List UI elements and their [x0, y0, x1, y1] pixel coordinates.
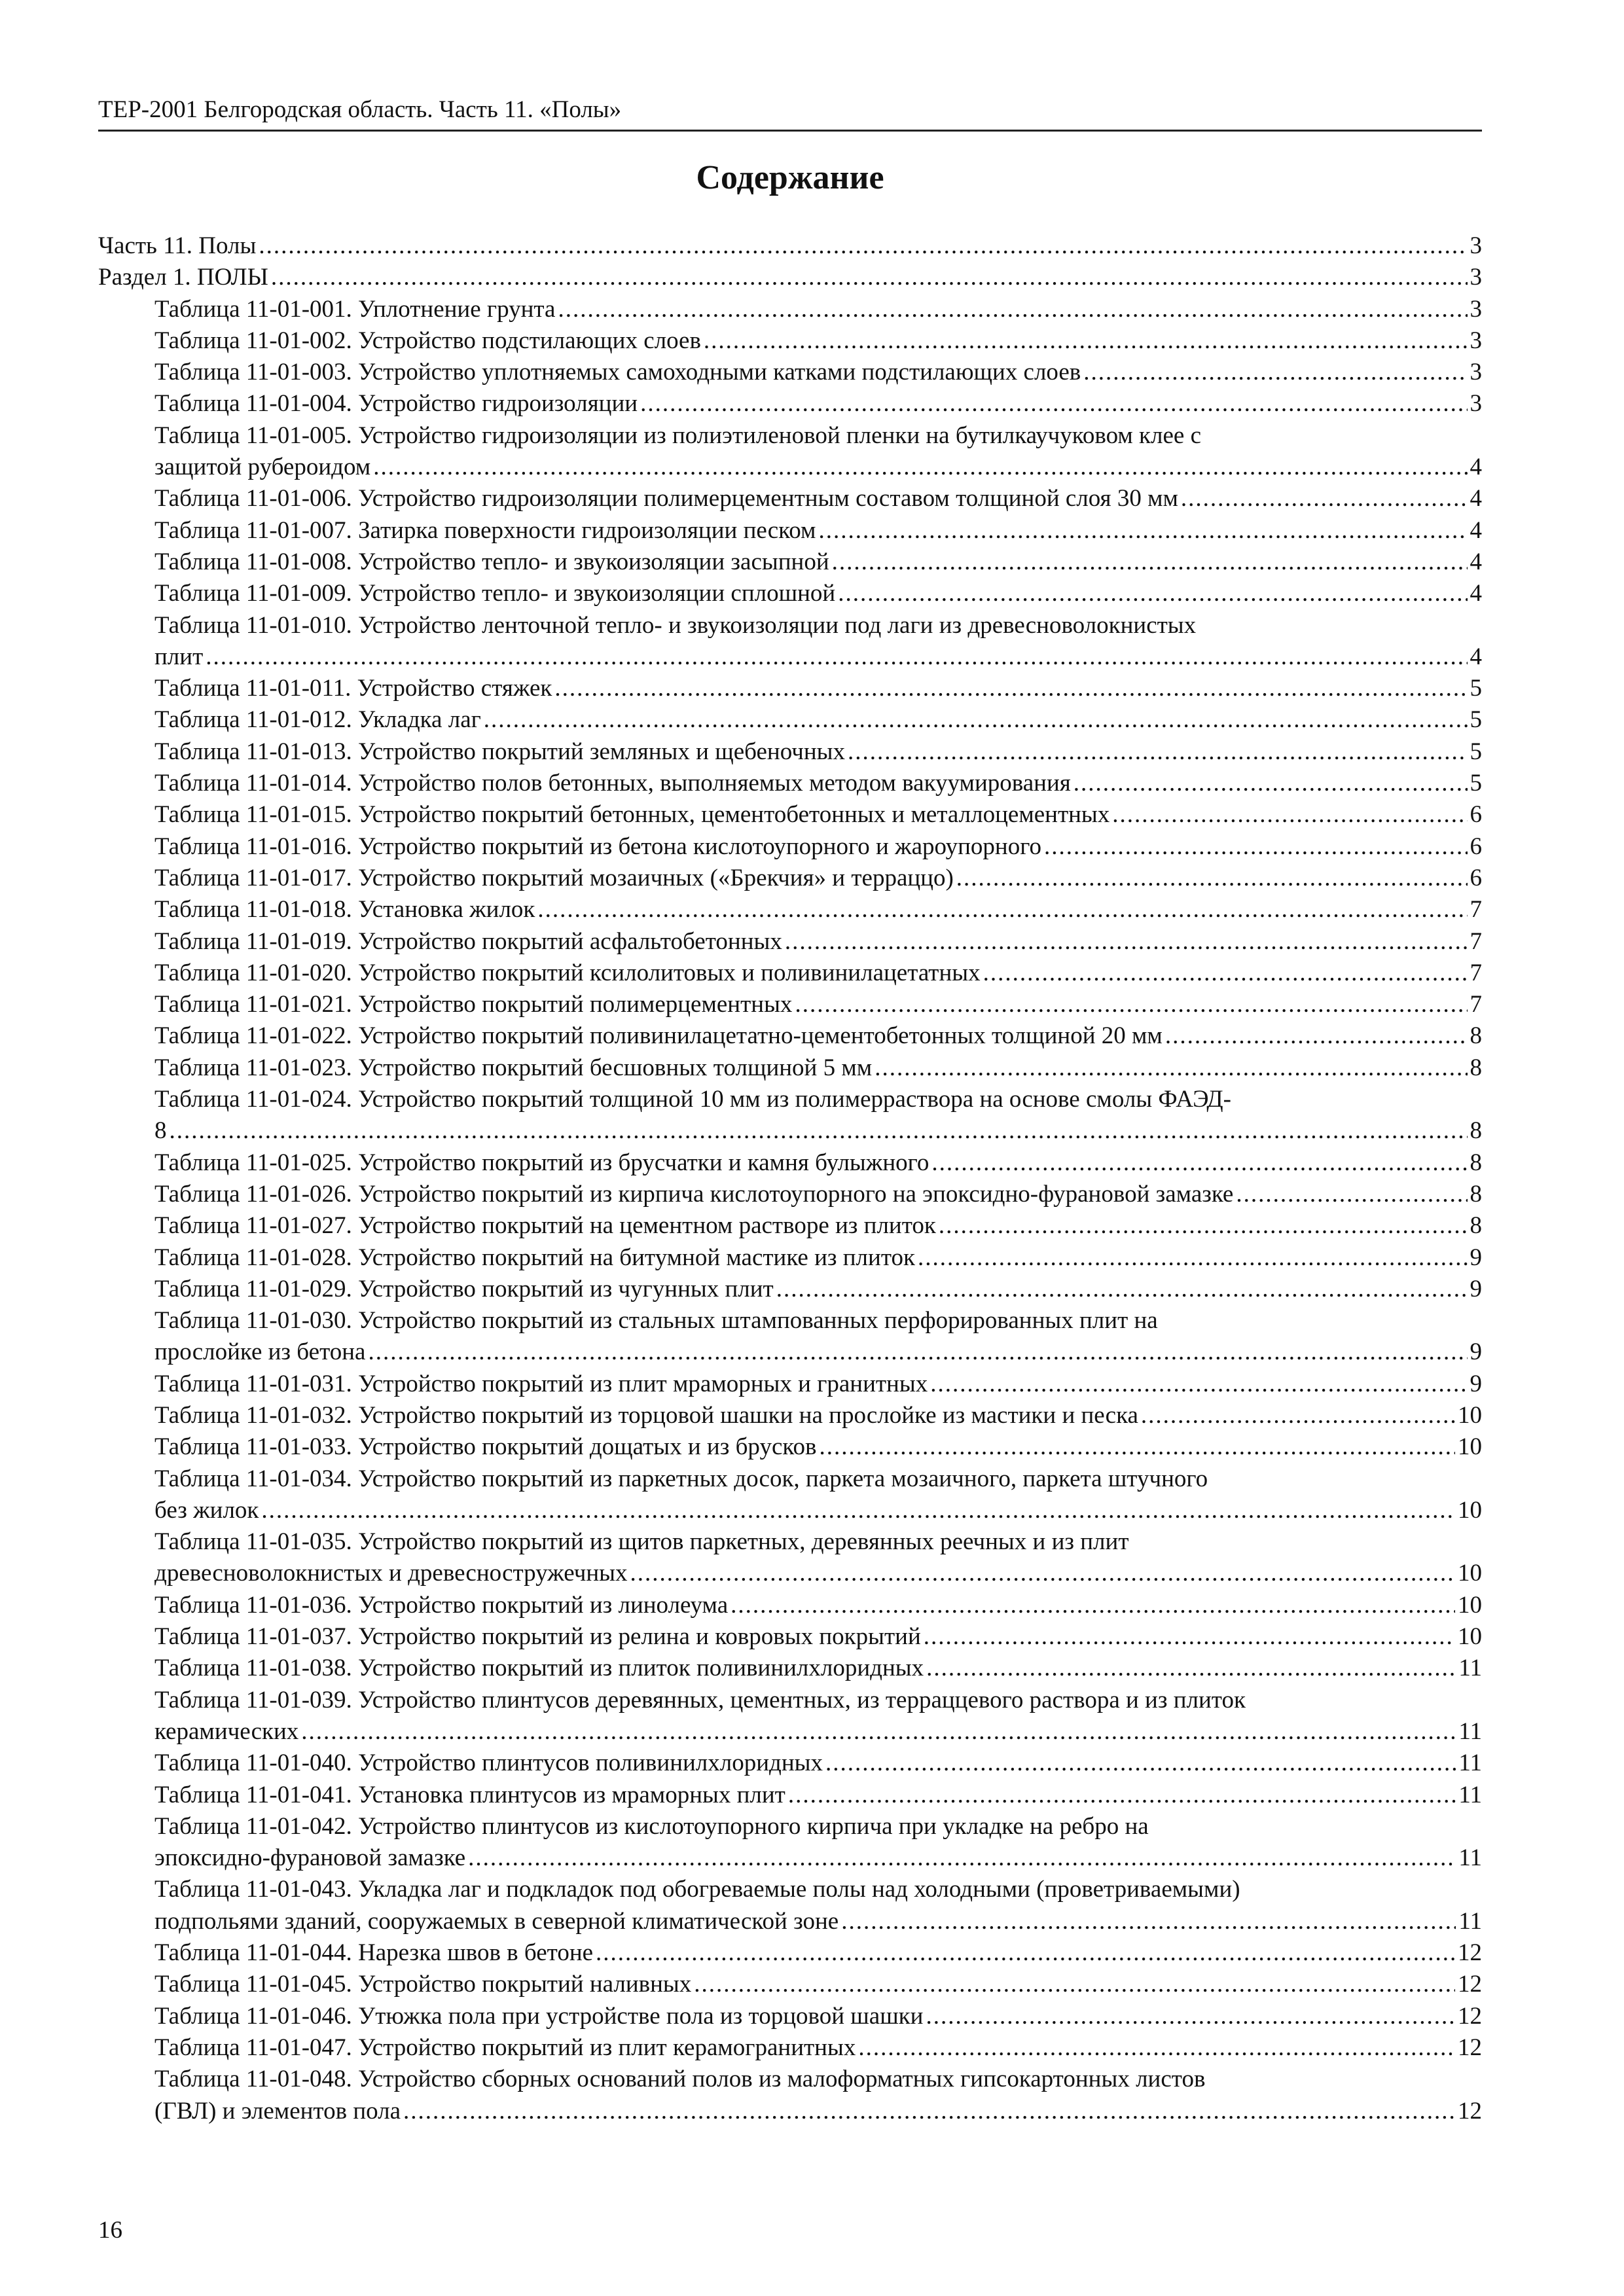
dot-leader — [1044, 831, 1468, 863]
toc-page-number: 4 — [1470, 643, 1482, 670]
dot-leader — [1141, 1400, 1455, 1431]
toc-page-number: 5 — [1470, 738, 1482, 765]
toc-entry[interactable] — [98, 1969, 1482, 2000]
toc-entry[interactable] — [98, 515, 1482, 547]
toc-entry-title: Таблица 11-01-003. Устройство уплотняемых самоходными катками подстилающих слоев — [154, 359, 1081, 386]
toc-page-number: 11 — [1458, 1781, 1482, 1808]
toc-entry[interactable] — [98, 420, 1482, 484]
toc-entry[interactable] — [98, 325, 1482, 357]
header-divider — [98, 130, 1482, 132]
toc-page-number: 3 — [1470, 390, 1482, 418]
toc-entry-title: Таблица 11-01-008. Устройство тепло- и звукоизоляции засыпной — [154, 548, 829, 575]
toc-entry-title: керамических — [154, 1717, 299, 1745]
toc-entry-title: Таблица 11-01-021. Устройство покрытий полимерцементных — [154, 991, 793, 1018]
dot-leader — [956, 863, 1468, 894]
dot-leader — [848, 736, 1467, 768]
dot-leader — [931, 1147, 1467, 1179]
toc-entry[interactable] — [98, 673, 1482, 704]
dot-leader — [596, 1937, 1455, 1969]
toc-entry[interactable] — [98, 1937, 1482, 1969]
toc-page-number: 8 — [1470, 1212, 1482, 1240]
toc-entry[interactable] — [98, 1431, 1482, 1463]
dot-leader — [983, 958, 1468, 989]
toc-entry-title: Таблица 11-01-014. Устройство полов бетонных, выполняемых методом вакуумирования — [154, 770, 1071, 797]
toc-entry-title: Таблица 11-01-007. Затирка поверхности гидроизоляции песком — [154, 516, 816, 544]
toc-entry-title: Таблица 11-01-012. Укладка лаг — [154, 706, 481, 734]
toc-entry-title: Таблица 11-01-037. Устройство покрытий из релина и ковровых покрытий — [154, 1623, 921, 1651]
toc-entry[interactable] — [98, 357, 1482, 388]
toc-entry[interactable] — [98, 2032, 1482, 2064]
toc-entry-title: (ГВЛ) и элементов пола — [154, 2097, 401, 2125]
dot-leader — [924, 1621, 1455, 1653]
dot-leader — [776, 1274, 1468, 1305]
toc-entry-title: Таблица 11-01-022. Устройство покрытий поливинилацетатно-цементобетонных толщиной 20 мм — [154, 1022, 1163, 1050]
dot-leader — [788, 1780, 1456, 1811]
toc-entry-title: Раздел 1. ПОЛЫ — [98, 264, 268, 291]
toc-entry[interactable] — [98, 1305, 1482, 1369]
toc-entry[interactable] — [98, 1179, 1482, 1210]
toc-entry-title: Таблица 11-01-043. Укладка лаг и подкладок под обогреваемые полы над холодными (проветриваемыми) — [154, 1876, 1240, 1903]
toc-entry-title: Таблица 11-01-047. Устройство покрытий из плит керамогранитных — [154, 2034, 856, 2061]
dot-leader — [1165, 1020, 1468, 1052]
toc-entry[interactable] — [98, 1210, 1482, 1242]
toc-page-number: 3 — [1470, 327, 1482, 354]
toc-entry[interactable] — [98, 610, 1482, 673]
toc-entry-title: Таблица 11-01-045. Устройство покрытий наливных — [154, 1971, 692, 1998]
toc-page-number: 8 — [1470, 1180, 1482, 1208]
toc-entry[interactable] — [98, 704, 1482, 736]
dot-leader — [930, 1369, 1467, 1400]
toc-page-number: 8 — [1470, 1149, 1482, 1176]
dot-leader — [1112, 799, 1467, 831]
toc-entry-title: Таблица 11-01-027. Устройство покрытий на цементном растворе из плиток — [154, 1212, 936, 1240]
toc-page-number: 12 — [1458, 2034, 1482, 2061]
toc-entry[interactable] — [98, 1052, 1482, 1084]
toc-entry-title: Таблица 11-01-017. Устройство покрытий мозаичных («Брекчия» и терраццо) — [154, 864, 954, 891]
toc-page-number: 8 — [1470, 1054, 1482, 1081]
toc-page-number: 10 — [1458, 1560, 1482, 1587]
toc-page-number: 10 — [1458, 1496, 1482, 1524]
dot-leader — [1074, 768, 1468, 799]
toc-entry[interactable] — [98, 863, 1482, 894]
toc-page-number: 10 — [1458, 1591, 1482, 1619]
dot-leader — [554, 673, 1467, 704]
toc-entry-title: Таблица 11-01-013. Устройство покрытий земляных и щебеночных — [154, 738, 846, 765]
toc-entry-title: Таблица 11-01-029. Устройство покрытий из чугунных плит — [154, 1275, 774, 1302]
toc-entry-title: Часть 11. Полы — [98, 232, 257, 259]
toc-page-number: 11 — [1458, 1655, 1482, 1682]
toc-entry[interactable] — [98, 388, 1482, 420]
toc-entry[interactable] — [98, 547, 1482, 578]
toc-entry[interactable] — [98, 1084, 1482, 1147]
toc-page-number: 6 — [1470, 801, 1482, 829]
dot-leader — [468, 1842, 1456, 1874]
toc-entry-title: Таблица 11-01-032. Устройство покрытий из торцовой шашки на прослойке из мастики и песка — [154, 1401, 1138, 1429]
toc-page-number: 6 — [1470, 864, 1482, 891]
toc-entry[interactable] — [98, 799, 1482, 831]
toc-entry-title: Таблица 11-01-046. Утюжка пола при устройстве пола из торцовой шашки — [154, 2002, 924, 2030]
dot-leader — [630, 1558, 1456, 1589]
dot-leader — [640, 388, 1467, 420]
dot-leader — [704, 325, 1468, 357]
toc-entry[interactable] — [98, 736, 1482, 768]
toc-page-number: 7 — [1470, 927, 1482, 955]
toc-entry-title: Таблица 11-01-016. Устройство покрытий из бетона кислотоупорного и жароупорного — [154, 833, 1041, 860]
toc-entry[interactable] — [98, 1685, 1482, 1748]
toc-page-number: 4 — [1470, 580, 1482, 607]
toc-entry[interactable] — [98, 578, 1482, 609]
toc-page-number: 5 — [1470, 675, 1482, 702]
toc-page-number: 5 — [1470, 770, 1482, 797]
toc-entry-title: Таблица 11-01-044. Нарезка швов в бетоне — [154, 1939, 594, 1967]
toc-entry-title: Таблица 11-01-036. Устройство покрытий из линолеума — [154, 1591, 729, 1619]
toc-entry-title: Таблица 11-01-038. Устройство покрытий из плиток поливинилхлоридных — [154, 1655, 924, 1682]
dot-leader — [1083, 357, 1467, 388]
toc-entry[interactable] — [98, 1590, 1482, 1621]
toc-entry-title: Таблица 11-01-011. Устройство стяжек — [154, 675, 552, 702]
toc-page-number: 4 — [1470, 485, 1482, 512]
toc-page-number: 11 — [1458, 1844, 1482, 1872]
dot-leader — [484, 704, 1468, 736]
toc-entry-title: Таблица 11-01-023. Устройство покрытий бесшовных толщиной 5 мм — [154, 1054, 873, 1081]
dot-leader — [271, 262, 1468, 293]
dot-leader — [731, 1590, 1455, 1621]
toc-page-number: 8 — [1470, 1117, 1482, 1145]
dot-leader — [858, 2032, 1455, 2064]
toc-entry[interactable] — [98, 1621, 1482, 1653]
toc-page-number: 4 — [1470, 548, 1482, 575]
toc-entry[interactable] — [98, 768, 1482, 799]
toc-entry-title: Таблица 11-01-031. Устройство покрытий из плит мраморных и гранитных — [154, 1370, 928, 1397]
toc-entry-title: Таблица 11-01-010. Устройство ленточной тепло- и звукоизоляции под лаги из древесноволокнистых — [154, 611, 1197, 639]
toc-entry-title: Таблица 11-01-040. Устройство плинтусов поливинилхлоридных — [154, 1749, 823, 1777]
dot-leader — [558, 294, 1467, 325]
page-title: Содержание — [696, 159, 884, 196]
dot-leader — [694, 1969, 1455, 2000]
dot-leader — [819, 1431, 1455, 1463]
toc-entry[interactable] — [98, 1874, 1482, 1937]
dot-leader — [795, 989, 1467, 1020]
toc-entry-title: Таблица 11-01-006. Устройство гидроизоляции полимерцементным составом толщиной слоя 30 мм — [154, 485, 1178, 512]
toc-page-number: 4 — [1470, 516, 1482, 544]
dot-leader — [1181, 483, 1468, 514]
toc-entry-title: Таблица 11-01-002. Устройство подстилающих слоев — [154, 327, 701, 354]
toc-entry-title: Таблица 11-01-048. Устройство сборных оснований полов из малоформатных гипсокартонных листов — [154, 2066, 1206, 2093]
toc-page-number: 9 — [1470, 1275, 1482, 1302]
dot-leader — [825, 1748, 1456, 1779]
toc-entry[interactable] — [98, 1147, 1482, 1179]
toc-entry[interactable] — [98, 894, 1482, 925]
toc-entry-title: 8 — [154, 1117, 167, 1145]
toc-page-number: 12 — [1458, 2097, 1482, 2125]
toc-entry[interactable] — [98, 1748, 1482, 1779]
dot-leader — [170, 1115, 1468, 1147]
toc-entry[interactable] — [98, 958, 1482, 989]
toc-entry-title: Таблица 11-01-034. Устройство покрытий из паркетных досок, паркета мозаичного, паркета штучного — [154, 1465, 1208, 1492]
dot-leader — [368, 1336, 1467, 1368]
toc-entry-title: подпольями зданий, сооружаемых в северной климатической зоне — [154, 1907, 839, 1935]
toc-entry-title: эпоксидно-фурановой замазке — [154, 1844, 466, 1872]
toc-entry[interactable] — [98, 1274, 1482, 1305]
toc-entry[interactable] — [98, 831, 1482, 863]
toc-entry[interactable] — [98, 1653, 1482, 1684]
toc-entry[interactable] — [98, 1463, 1482, 1527]
dot-leader — [261, 1495, 1455, 1526]
dot-leader — [301, 1716, 1456, 1748]
toc-page-number: 11 — [1458, 1749, 1482, 1777]
toc-page-number: 7 — [1470, 991, 1482, 1018]
toc-entry-title: Таблица 11-01-009. Устройство тепло- и звукоизоляции сплошной — [154, 580, 836, 607]
toc-page-number: 11 — [1458, 1907, 1482, 1935]
toc-entry-title: Таблица 11-01-018. Установка жилок — [154, 896, 535, 924]
dot-leader — [939, 1210, 1468, 1242]
toc-entry[interactable] — [98, 1020, 1482, 1052]
dot-leader — [537, 894, 1467, 925]
toc-entry[interactable] — [98, 294, 1482, 325]
toc-page-number: 10 — [1458, 1401, 1482, 1429]
toc-entry-title: Таблица 11-01-028. Устройство покрытий на битумной мастике из плиток — [154, 1244, 915, 1271]
toc-entry[interactable] — [98, 1780, 1482, 1811]
toc-page-number: 9 — [1470, 1244, 1482, 1271]
dot-leader — [832, 547, 1468, 578]
toc-page-number: 9 — [1470, 1338, 1482, 1366]
toc-entry[interactable] — [98, 1526, 1482, 1590]
toc-entry-title: Таблица 11-01-041. Установка плинтусов из мраморных плит — [154, 1781, 785, 1808]
toc-entry[interactable] — [98, 1811, 1482, 1874]
dot-leader — [818, 515, 1467, 547]
toc-entry[interactable] — [98, 1242, 1482, 1274]
toc-entry[interactable] — [98, 926, 1482, 958]
toc-entry-title: Таблица 11-01-015. Устройство покрытий бетонных, цементобетонных и металлоцементных — [154, 801, 1110, 829]
dot-leader — [926, 2001, 1455, 2032]
toc-entry-title: Таблица 11-01-019. Устройство покрытий асфальтобетонных — [154, 927, 782, 955]
toc-page-number: 12 — [1458, 1971, 1482, 1998]
dot-leader — [918, 1242, 1468, 1274]
toc-entry-title: защитой рубероидом — [154, 454, 371, 481]
toc-entry[interactable] — [98, 989, 1482, 1020]
dot-leader — [206, 641, 1467, 673]
toc-entry[interactable] — [98, 1369, 1482, 1400]
toc-page-number: 7 — [1470, 959, 1482, 986]
toc-page-number: 10 — [1458, 1623, 1482, 1651]
toc-page-number: 9 — [1470, 1370, 1482, 1397]
toc-entry-title: без жилок — [154, 1496, 259, 1524]
toc-page-number: 4 — [1470, 454, 1482, 481]
dot-leader — [1236, 1179, 1467, 1210]
toc-entry-title: древесноволокнистых и древесностружечных — [154, 1560, 628, 1587]
toc-entry-title: Таблица 11-01-020. Устройство покрытий ксилолитовых и поливинилацетатных — [154, 959, 981, 986]
toc-entry[interactable] — [98, 230, 1482, 262]
toc-page-number: 11 — [1458, 1717, 1482, 1745]
toc-page-number: 6 — [1470, 833, 1482, 860]
toc-entry-title: Таблица 11-01-033. Устройство покрытий дощатых и из брусков — [154, 1433, 817, 1461]
toc-entry-title: Таблица 11-01-035. Устройство покрытий из щитов паркетных, деревянных реечных и из плит — [154, 1528, 1129, 1556]
toc-page-number: 5 — [1470, 706, 1482, 734]
table-of-contents — [98, 230, 1482, 2127]
toc-entry-title: Таблица 11-01-039. Устройство плинтусов деревянных, цементных, из терраццевого раствора и из плиток — [154, 1686, 1246, 1713]
toc-page-number: 8 — [1470, 1022, 1482, 1050]
dot-leader — [926, 1653, 1456, 1684]
dot-leader — [785, 926, 1468, 958]
dot-leader — [259, 230, 1467, 262]
toc-entry-title: Таблица 11-01-030. Устройство покрытий из стальных штампованных перфорированных плит на — [154, 1307, 1158, 1335]
toc-entry[interactable] — [98, 483, 1482, 514]
dot-leader — [838, 578, 1467, 609]
dot-leader — [875, 1052, 1467, 1084]
dot-leader — [403, 2096, 1455, 2127]
toc-entry[interactable] — [98, 2001, 1482, 2032]
toc-entry[interactable] — [98, 262, 1482, 293]
toc-page-number: 12 — [1458, 1939, 1482, 1967]
toc-entry-title: плит — [154, 643, 204, 670]
dot-leader — [373, 452, 1467, 483]
toc-entry-title: Таблица 11-01-042. Устройство плинтусов из кислотоупорного кирпича при укладке на ребро на — [154, 1812, 1149, 1840]
toc-page-number: 7 — [1470, 896, 1482, 924]
toc-page-number: 3 — [1470, 359, 1482, 386]
toc-entry-title: Таблица 11-01-005. Устройство гидроизоляции из полиэтиленовой пленки на бутилкаучуковом клее с — [154, 422, 1202, 449]
toc-entry-title: Таблица 11-01-004. Устройство гидроизоляции — [154, 390, 638, 418]
toc-page-number: 10 — [1458, 1433, 1482, 1461]
toc-entry[interactable] — [98, 2064, 1482, 2127]
toc-entry-title: Таблица 11-01-025. Устройство покрытий из брусчатки и камня булыжного — [154, 1149, 929, 1176]
toc-page-number: 3 — [1470, 295, 1482, 323]
toc-page-number: 3 — [1470, 264, 1482, 291]
running-header: ТЕР-2001 Белгородская область. Часть 11. «Полы» — [98, 96, 622, 123]
toc-entry-title: прослойке из бетона — [154, 1338, 366, 1366]
toc-page-number: 3 — [1470, 232, 1482, 259]
toc-entry[interactable] — [98, 1400, 1482, 1431]
toc-entry-title: Таблица 11-01-001. Уплотнение грунта — [154, 295, 556, 323]
toc-page-number: 12 — [1458, 2002, 1482, 2030]
dot-leader — [841, 1906, 1456, 1937]
toc-entry-title: Таблица 11-01-026. Устройство покрытий из кирпича кислотоупорного на эпоксидно-фурановой замазке — [154, 1180, 1234, 1208]
toc-entry-title: Таблица 11-01-024. Устройство покрытий толщиной 10 мм из полимерраствора на основе смолы ФАЭД- — [154, 1086, 1231, 1113]
page-number: 16 — [98, 2217, 122, 2244]
